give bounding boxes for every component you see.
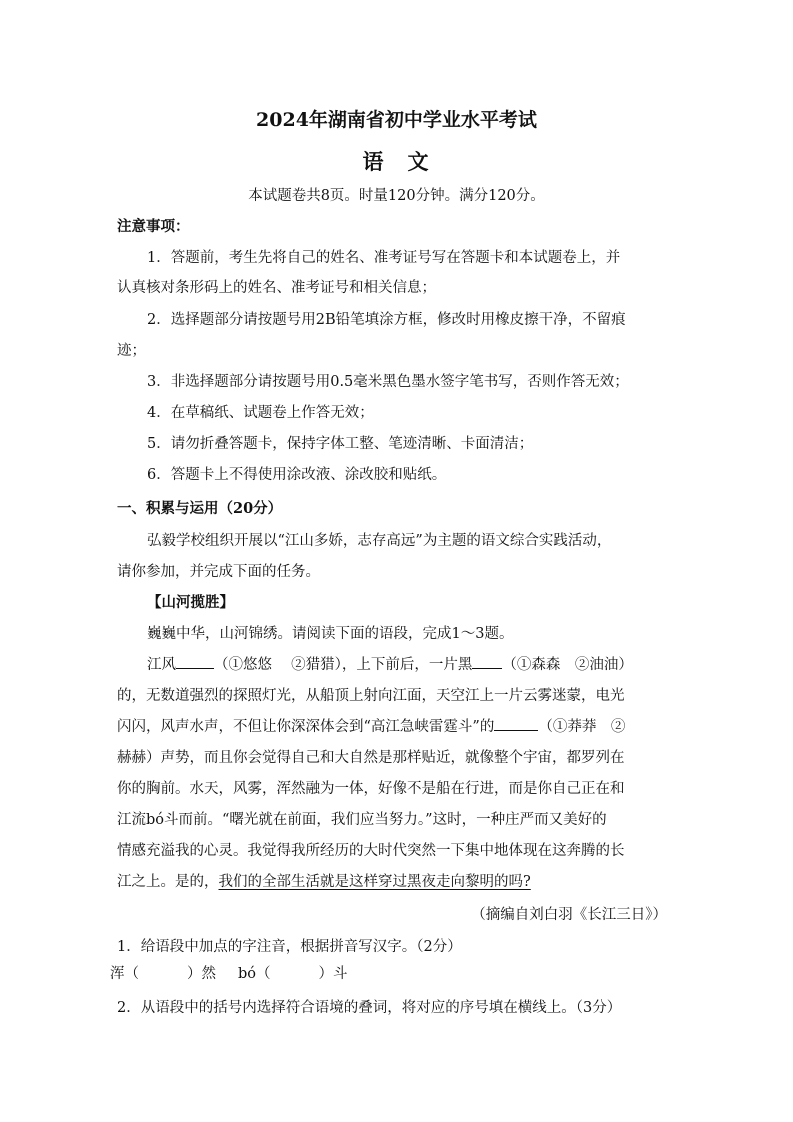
passage-line-5: 你的胸前。水天，风雾，浑然融为一体，好像不是船在行进，而是你自己正在和 [117,781,625,797]
passage-line-7: 情感充溢我的心灵。我觉得我所经历的大时代突然一下集中地体现在这奔腾的长 [117,843,625,859]
passage-line-4: 赫赫）声势，而且你会觉得自己和大自然是那样贴近，就像整个宇宙，都罗列在 [117,750,625,766]
subject-title [0,146,793,176]
passage-text: 闪闪，风声水声，不但让你深深体会到“高江急峡雷霆斗”的 [117,719,495,735]
answer-2-prefix: bó（ [238,966,271,982]
notice-item-6: 6．答题卡上不得使用涂改液、涂改胶和贴纸。 [147,467,447,483]
passage-text: （①莽莽 ② [538,719,626,735]
answer-1-suffix: ）然 [187,966,216,982]
underlined-sentence: 我们的全部生活就是这样穿过黑夜走向黎明的吗? [218,874,531,890]
passage-text: 江之上。是的， [117,874,219,890]
notice-item-5: 5．请勿折叠答题卡，保持字体工整、笔迹清晰、卡面清洁； [147,436,534,452]
passage-line-1 [147,653,707,677]
answer-blank-3[interactable] [494,716,538,731]
passage-line-6: 江流bó斗而前。“曙光就在前面，我们应当努力。”这时，一种庄严而又美好的 [117,812,607,828]
subject-char-2: 文 [407,149,431,174]
intro-line-2: 请你参加，并完成下面的任务。 [117,564,320,580]
answer-1-prefix: 浑（ [110,966,139,982]
notice-item-4: 4．在草稿纸、试题卷上作答无效； [147,405,374,421]
exam-info: 本试题卷共8页。时量120分钟。满分120分。 [248,188,545,204]
intro-line-1: 弘毅学校组织开展以“江山多娇，志存高远”为主题的语文综合实践活动， [147,533,612,549]
notice-item-1-line-1: 1．答题前，考生先将自己的姓名、准考证号写在答题卡和本试题卷上，并 [147,250,621,266]
question-1-answers [110,962,670,986]
section-heading: 一、积累与运用（20分） [117,500,283,517]
passage-line-8 [117,870,677,894]
subject-char-1: 语 [362,149,386,174]
passage-line-2: 的，无数道强烈的探照灯光，从船顶上射向江面，天空江上一片云雾迷蒙，电光 [117,688,625,704]
sub-heading: 【山河揽胜】 [147,594,234,611]
passage-source: （摘编自刘白羽《长江三日》） [471,907,667,923]
passage-text: 江风 [147,657,176,673]
answer-blank-1[interactable] [176,654,214,669]
question-2: 2．从语段中的括号内选择符合语境的叠词，将对应的序号填在横线上。（3分） [117,1000,622,1016]
exam-title: 2024年湖南省初中学业水平考试 [256,109,537,131]
notice-heading: 注意事项： [117,218,190,235]
notice-item-2-line-2: 迹； [117,343,146,359]
answer-blank-2[interactable] [472,654,502,669]
question-1: 1．给语段中加点的字注音，根据拼音写汉字。（2分） [117,939,462,955]
passage-text: （①悠悠 ②猎猎），上下前后，一片黑 [214,657,473,673]
notice-item-2-line-1: 2．选择题部分请按题号用2B铅笔填涂方框，修改时用橡皮擦干净，不留痕 [147,312,626,328]
passage-line-3 [117,715,677,739]
notice-item-1-line-2: 认真核对条形码上的姓名、准考证号和相关信息； [117,280,436,296]
notice-item-3: 3．非选择题部分请按题号用0.5毫米黑色墨水签字笔书写，否则作答无效； [147,374,629,390]
answer-2-suffix: ）斗 [318,966,348,982]
passage-text: （①森森 ②油油） [502,657,633,673]
reading-lead: 巍巍中华，山河锦绣。请阅读下面的语段，完成1～3题。 [147,626,514,642]
